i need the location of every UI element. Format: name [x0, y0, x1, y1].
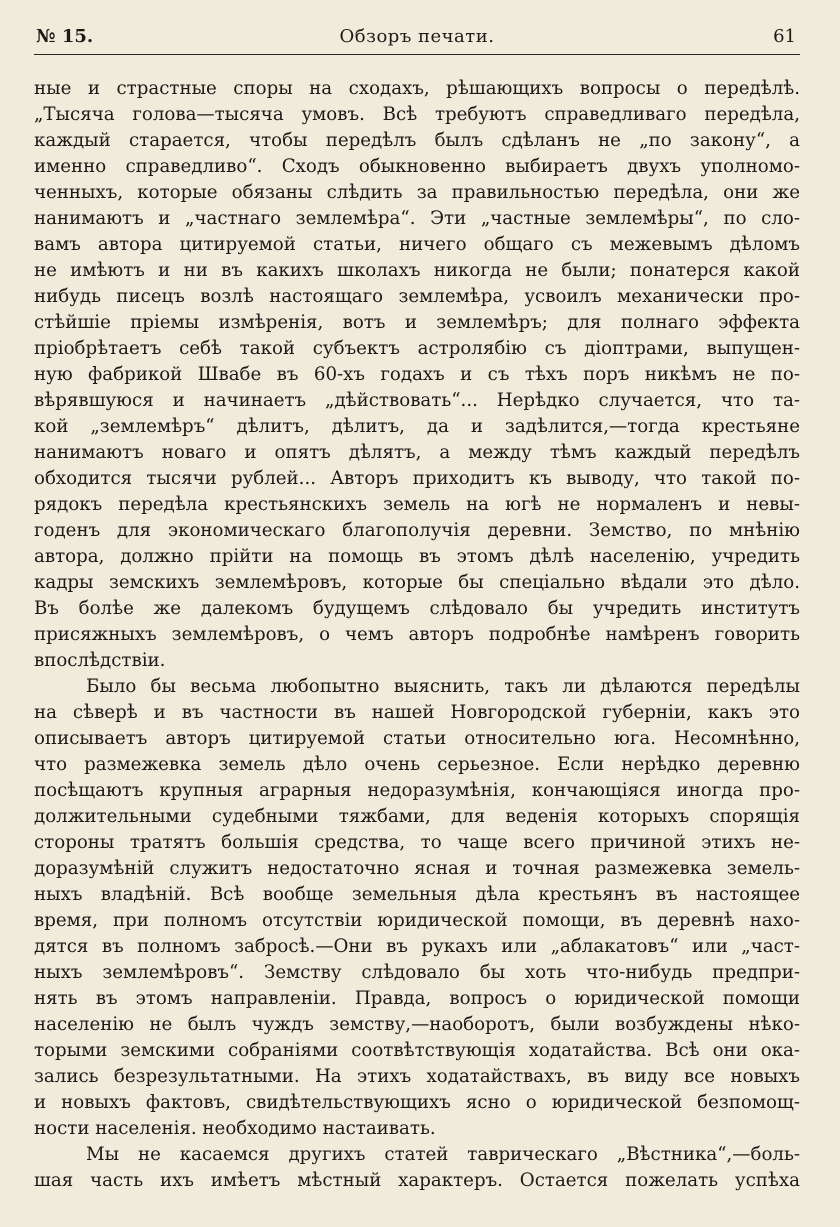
- text-line: Въ болѣе же далекомъ будущемъ слѣдовало бы учредить институтъ: [34, 598, 800, 619]
- text-line: населенію не былъ чуждъ земству,—наоборотъ, были возбуждены нѣко-: [34, 1014, 800, 1035]
- text-line: пріобрѣтаетъ себѣ такой субъектъ астролябію съ діоптрами, выпущен-: [34, 338, 800, 359]
- text-line: описываетъ авторъ цитируемой статьи относительно юга. Несомнѣнно,: [34, 728, 800, 749]
- text-line: ные и страстные споры на сходахъ, рѣшающихъ вопросы о передѣлѣ.: [34, 78, 800, 99]
- text-line: Было бы весьма любопытно выяснить, такъ ли дѣлаются передѣлы: [86, 676, 800, 697]
- text-line: каждый старается, чтобы передѣлъ былъ сдѣланъ не „по закону“, а: [34, 130, 800, 151]
- text-line: именно справедливо“. Сходъ обыкновенно выбираетъ двухъ уполномо-: [34, 156, 800, 177]
- text-line: шая часть ихъ имѣетъ мѣстный характеръ. Остается пожелать успѣха: [34, 1170, 800, 1191]
- text-line: нять въ этомъ направленіи. Правда, вопросъ о юридической помощи: [34, 988, 800, 1009]
- text-line: должительными судебными тяжбами, для веденія которыхъ спорящія: [34, 806, 800, 827]
- page-number: 61: [773, 26, 796, 47]
- text-line: кой „землемѣръ“ дѣлитъ, дѣлитъ, да и задѣлится,—тогда крестьяне: [34, 416, 800, 437]
- text-line: дятся въ полномъ забросѣ.—Они въ рукахъ или „аблакатовъ“ или „част-: [34, 936, 800, 957]
- text-line: нанимаютъ и „частнаго землемѣра“. Эти „частные землемѣры“, по сло-: [34, 208, 800, 229]
- text-line: Мы не касаемся другихъ статей таврическаго „Вѣстника“,—боль-: [86, 1144, 800, 1165]
- text-line: кадры земскихъ землемѣровъ, которые бы спеціально вѣдали это дѣло.: [34, 572, 800, 593]
- text-line: присяжныхъ землемѣровъ, о чемъ авторъ подробнѣе намѣренъ говорить: [34, 624, 800, 645]
- text-line: стѣйшіе пріемы измѣренія, вотъ и землемѣръ; для полнаго эффекта: [34, 312, 800, 333]
- text-line: зались безрезультатными. На этихъ ходатайствахъ, въ виду все новыхъ: [34, 1066, 800, 1087]
- text-line: что размежевка земель дѣло очень серьезное. Если нерѣдко деревню: [34, 754, 800, 775]
- text-line: автора, должно прійти на помощь въ этомъ дѣлѣ населенію, учредить: [34, 546, 800, 567]
- text-line: на сѣверѣ и въ частности въ нашей Новгородской губерніи, какъ это: [34, 702, 800, 723]
- text-line: ченныхъ, которые обязаны слѣдить за правильностью передѣла, они же: [34, 182, 800, 203]
- text-line: стороны тратятъ большія средства, то чаще всего причиной этихъ не-: [34, 832, 800, 853]
- page-header: [34, 20, 800, 55]
- text-line: доразумѣній служитъ недостаточно ясная и точная размежевка земель-: [34, 858, 800, 879]
- text-line: посѣщаютъ крупныя аграрныя недоразумѣнія, кончающіяся иногда про-: [34, 780, 800, 801]
- text-line: ную фабрикой Швабе въ 60-хъ годахъ и съ тѣхъ поръ никѣмъ не по-: [34, 364, 800, 385]
- text-line: вамъ автора цитируемой статьи, ничего общаго съ межевымъ дѣломъ: [34, 234, 800, 255]
- running-title: Обзоръ печати.: [339, 26, 495, 47]
- text-line: нанимаютъ новаго и опятъ дѣлятъ, а между тѣмъ каждый передѣлъ: [34, 442, 800, 463]
- text-line: ности населенія. необходимо настаивать.: [34, 1118, 436, 1139]
- text-line: годенъ для экономическаго благополучія деревни. Земство, по мнѣнію: [34, 520, 800, 541]
- text-line: обходится тысячи рублей... Авторъ приходитъ къ выводу, что такой по-: [34, 468, 800, 489]
- text-line: рядокъ передѣла крестьянскихъ земель на югѣ не нормаленъ и невы-: [34, 494, 800, 515]
- text-line: „Тысяча голова—тысяча умовъ. Всѣ требуютъ справедливаго передѣла,: [34, 104, 800, 125]
- text-line: и новыхъ фактовъ, свидѣтельствующихъ ясно о юридической безпомощ-: [34, 1092, 800, 1113]
- text-line: время, при полномъ отсутствіи юридической помощи, въ деревнѣ нахо-: [34, 910, 800, 931]
- body-text: [34, 76, 800, 1194]
- text-line: не имѣютъ и ни въ какихъ школахъ никогда не были; понатерся какой: [34, 260, 800, 281]
- text-line: торыми земскими собраніями соотвѣтствующія ходатайства. Всѣ они ока-: [34, 1040, 800, 1061]
- text-line: вѣрявшуюся и начинаетъ „дѣйствовать“... Нерѣдко случается, что та-: [34, 390, 800, 411]
- text-line: ныхъ землемѣровъ“. Земству слѣдовало бы хоть что-нибудь предпри-: [34, 962, 800, 983]
- text-line: ныхъ владѣній. Всѣ вообще земельныя дѣла крестьянъ въ настоящее: [34, 884, 800, 905]
- text-line: впослѣдствіи.: [34, 650, 166, 671]
- issue-number: № 15.: [36, 26, 94, 47]
- text-line: нибудь писецъ возлѣ настоящаго землемѣра, усвоилъ механически про-: [34, 286, 800, 307]
